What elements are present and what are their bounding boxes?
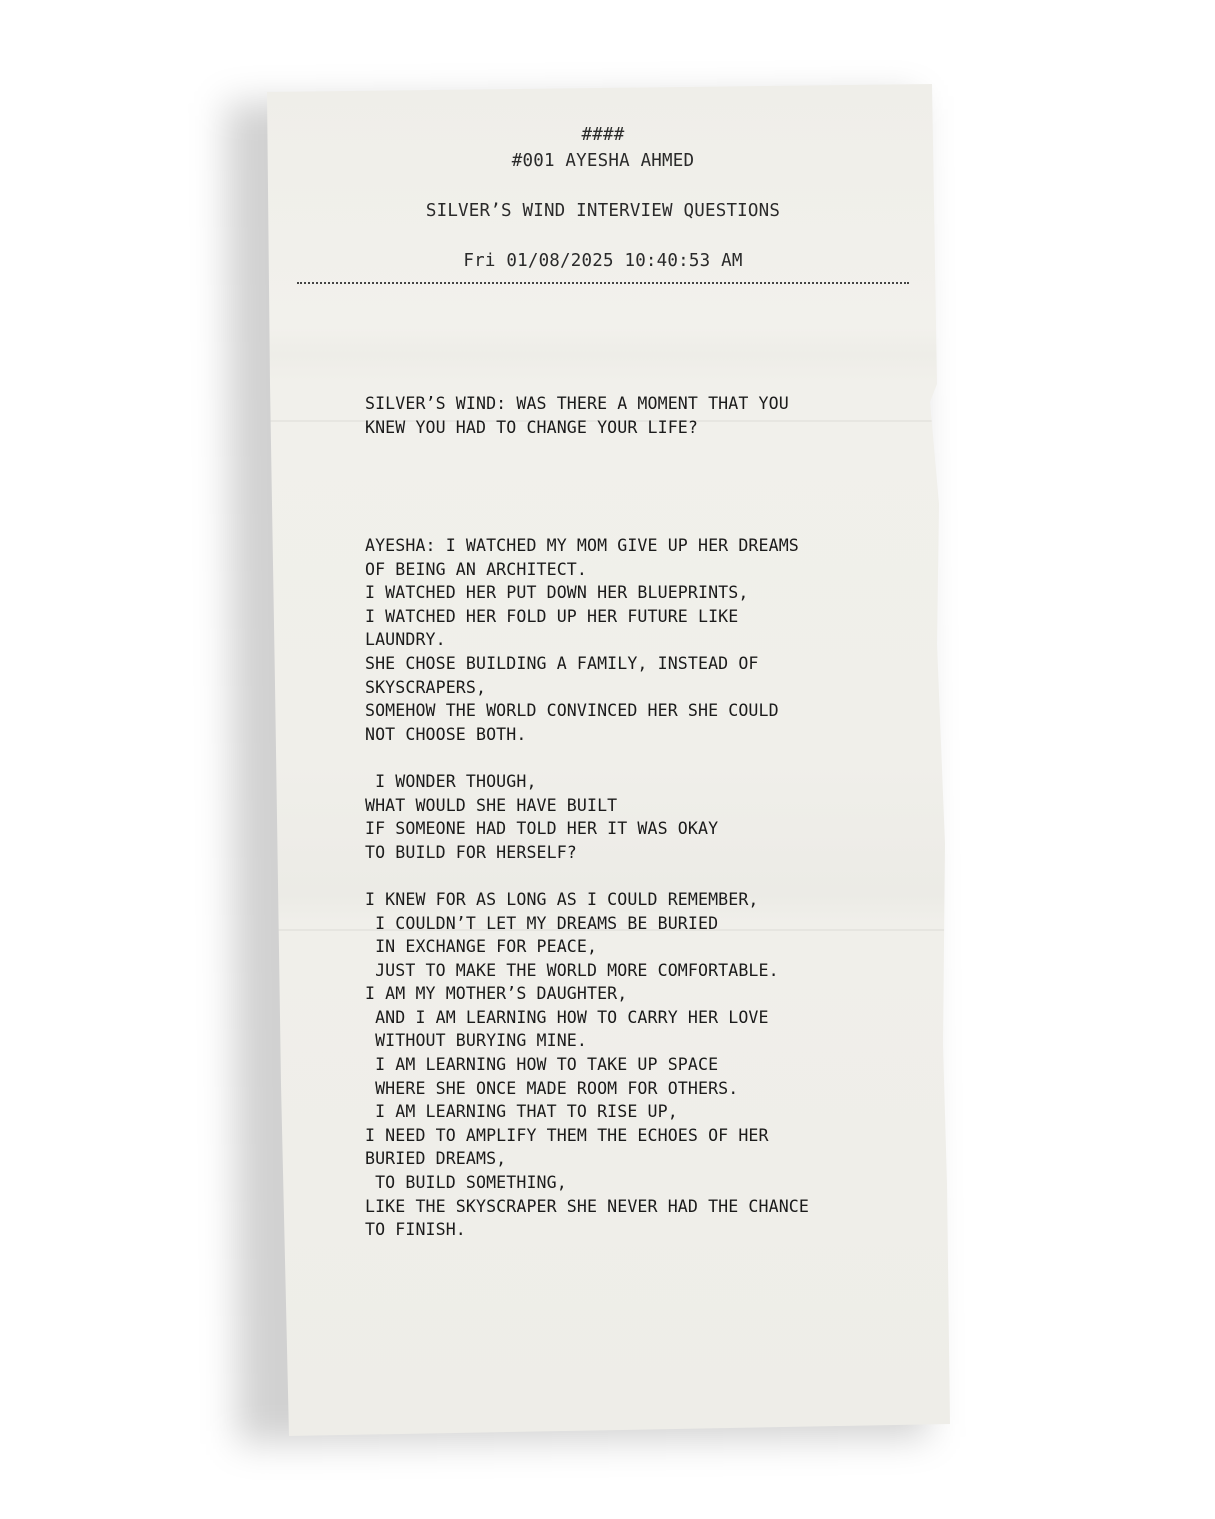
interview-answer: AYESHA: I WATCHED MY MOM GIVE UP HER DREAMS OF BEING AN ARCHITECT. I WATCHED HER PUT DOWN HER BLUEPRINTS, I WATCHED HER FOLD UP HER FUTURE LIKE LAUNDRY. SHE CHOSE BUILDING A FAMILY, INSTEAD OF SKYSCRAPERS, SOMEHOW THE WORLD CONVINCED HER SHE COULD NOT CHOOSE BOTH. I WONDER THOUGH, WHAT WOULD SHE HAVE BUILT IF SOMEONE HAD TOLD HER IT WAS OKAY TO BUILD FOR HERSELF? I KNEW FOR AS LONG AS I COULD REMEMBER, I COULDN’T LET MY DREAMS BE BURIED IN EXCHANGE FOR PEACE, JUST TO MAKE THE WORLD MORE COMFORTABLE. I AM MY MOTHER’S DAUGHTER, AND I AM LEARNING HOW TO CARRY HER LOVE WITHOUT BURYING MINE. I AM LEARNING HOW TO TAKE UP SPACE WHERE SHE ONCE MADE ROOM FOR OTHERS. I AM LEARNING THAT TO RISE UP, I NEED TO AMPLIFY THEM THE ECHOES OF HER BURIED DREAMS, TO BUILD SOMETHING, LIKE THE SKYSCRAPER SHE NEVER HAD THE CHANCE TO FINISH. [365,536,809,1240]
dotted-divider [297,282,909,284]
receipt-heading: SILVER’S WIND INTERVIEW QUESTIONS [425,201,781,221]
interview-question: SILVER’S WIND: WAS THERE A MOMENT THAT YOU KNEW YOU HAD TO CHANGE YOUR LIFE? [365,394,789,437]
receipt-timestamp: Fri 01/08/2025 10:40:53 AM [463,251,743,271]
receipt-marks: #### [581,125,625,145]
receipt-number-name: #001 AYESHA AHMED [511,151,695,171]
